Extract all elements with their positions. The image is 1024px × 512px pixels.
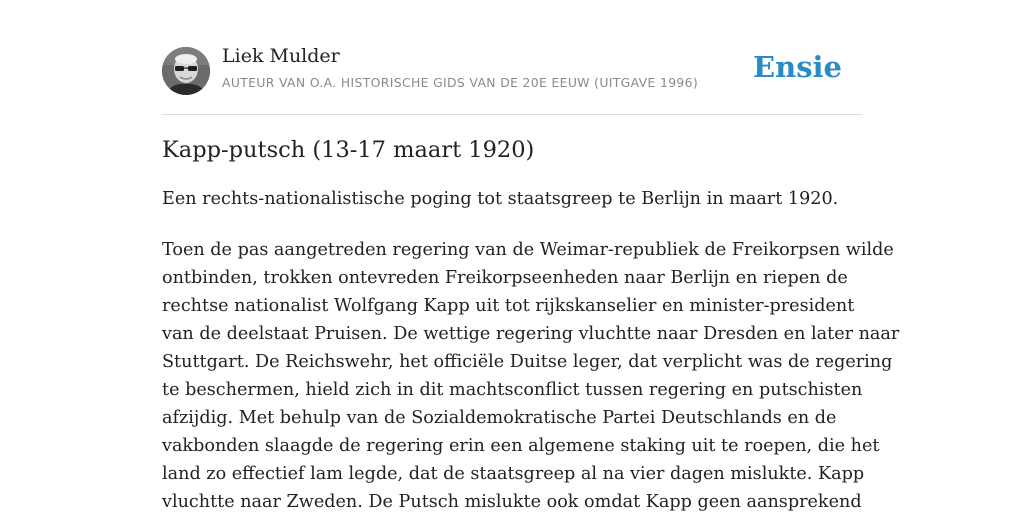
- body-line: van de deelstaat Pruisen. De wettige regering vluchtte naar Dresden en later naar: [162, 324, 900, 344]
- body-line: vluchtte naar Zweden. De Putsch mislukte ook omdat Kapp geen aansprekend: [162, 492, 862, 512]
- article-summary: Een rechts-nationalistische poging tot staatsgreep te Berlijn in maart 1920.: [162, 189, 839, 209]
- author-avatar[interactable]: [162, 47, 210, 95]
- body-line: afzijdig. Met behulp van de Sozialdemokratische Partei Deutschlands en de: [162, 408, 837, 428]
- body-line: land zo effectief lam legde, dat de staatsgreep al na vier dagen mislukte. Kapp: [162, 464, 865, 484]
- article-container: [162, 0, 900, 512]
- body-line: Toen de pas aangetreden regering van de Weimar-republiek de Freikorpsen wilde: [162, 240, 894, 260]
- body-line: vakbonden slaagde de regering erin een algemene staking uit te roepen, die het: [162, 436, 880, 456]
- author-bio: AUTEUR VAN O.A. HISTORISCHE GIDS VAN DE 20E EEUW (UITGAVE 1996): [222, 75, 699, 90]
- author-name[interactable]: Liek Mulder: [222, 45, 340, 67]
- body-line: Stuttgart. De Reichswehr, het officiële Duitse leger, dat verplicht was de regering: [162, 352, 893, 372]
- author-photo-icon: [162, 47, 210, 95]
- body-line: ontbinden, trokken ontevreden Freikorpseenheden naar Berlijn en riepen de: [162, 268, 848, 288]
- author-header: [162, 0, 862, 115]
- article-body: [162, 236, 899, 512]
- brand-logo[interactable]: Ensie: [753, 50, 842, 84]
- body-line: te beschermen, hield zich in dit machtsconflict tussen regering en putschisten: [162, 380, 863, 400]
- body-line: rechtse nationalist Wolfgang Kapp uit tot rijkskanselier en minister-president: [162, 296, 855, 316]
- article-title: Kapp-putsch (13-17 maart 1920): [162, 137, 535, 163]
